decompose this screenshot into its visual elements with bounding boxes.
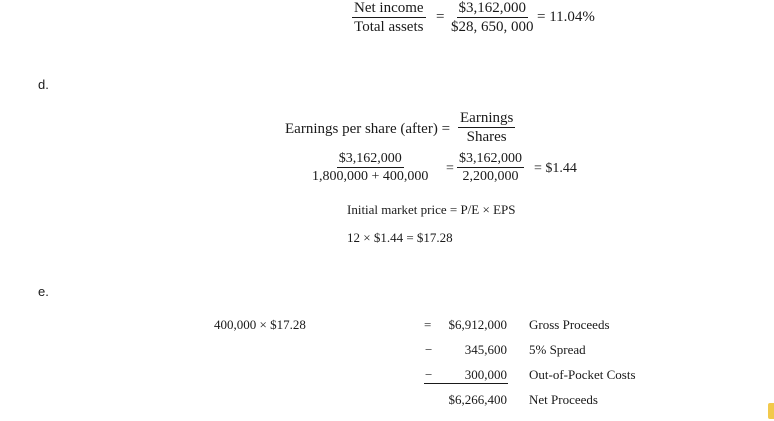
eps-f1-denominator: 1,800,000 + 400,000	[312, 169, 429, 185]
proceeds-row-amount: $6,266,400	[448, 392, 507, 407]
initial-price-formula: Initial market price = P/E × EPS	[347, 202, 516, 217]
eps-f2-numerator: $3,162,000	[457, 151, 524, 168]
eps-f2-denominator: 2,200,000	[462, 169, 519, 185]
proceeds-row-label: Gross Proceeds	[529, 317, 610, 332]
proceeds-row-label: Net Proceeds	[529, 392, 598, 407]
roa-value-denominator: $28, 650, 000	[451, 19, 534, 36]
proceeds-row-amount: 345,600	[464, 342, 507, 357]
roa-equals: =	[436, 9, 445, 25]
eps-f1-numerator: $3,162,000	[337, 151, 404, 168]
eps-numerator: Earnings	[458, 110, 515, 128]
section-d-letter: d.	[38, 77, 49, 92]
initial-price-calc: 12 × $1.44 = $17.28	[347, 230, 453, 245]
proceeds-row-amount: 300,000	[464, 367, 507, 382]
eps-result: = $1.44	[534, 161, 577, 176]
section-e-letter: e.	[38, 284, 49, 299]
proceeds-row-label: Out-of-Pocket Costs	[529, 367, 636, 382]
eps-definition-fraction	[458, 110, 515, 147]
roa-label-fraction	[352, 0, 426, 37]
roa-result: = 11.04%	[537, 9, 595, 25]
scroll-corner-marker	[768, 403, 774, 419]
proceeds-row-op: =	[424, 317, 432, 332]
proceeds-row-op: −	[425, 342, 433, 357]
proceeds-row-op: −	[425, 367, 433, 382]
eps-denominator: Shares	[466, 129, 507, 146]
roa-value-numerator: $3,162,000	[457, 0, 529, 18]
eps-equals: =	[446, 161, 454, 176]
eps-fraction-1	[310, 151, 430, 186]
proceeds-row-label: 5% Spread	[529, 342, 586, 357]
roa-label-numerator: Net income	[352, 0, 426, 18]
eps-fraction-2	[457, 151, 524, 186]
roa-label-denominator: Total assets	[354, 19, 424, 36]
eps-lhs-label: Earnings per share (after) =	[285, 121, 451, 137]
proceeds-lhs: 400,000 × $17.28	[214, 317, 306, 332]
proceeds-row-amount: $6,912,000	[448, 317, 507, 332]
roa-value-fraction	[449, 0, 536, 37]
